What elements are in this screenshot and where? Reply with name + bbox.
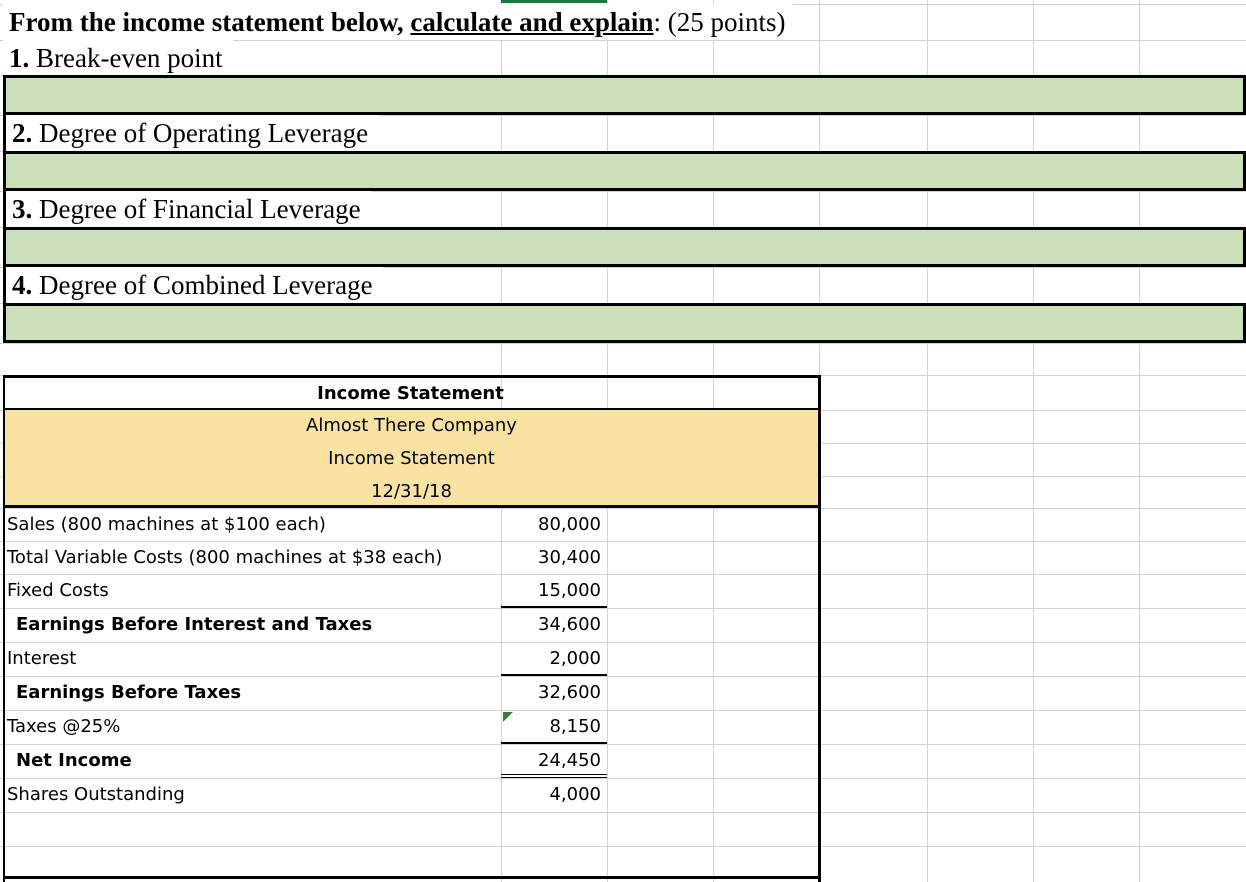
answer-cell-4[interactable] [3, 303, 1246, 343]
line-item-label[interactable]: Shares Outstanding [7, 784, 185, 805]
statement-box-title[interactable]: Income Statement [3, 378, 818, 410]
line-item-value[interactable]: 30,400 [538, 547, 601, 568]
answer-cell-1[interactable] [3, 75, 1246, 115]
line-item-value[interactable]: 34,600 [538, 614, 601, 635]
line-item-value[interactable]: 8,150 [501, 711, 607, 744]
question-2[interactable] [3, 115, 378, 151]
comment-indicator-icon[interactable] [503, 712, 513, 722]
column-gridline [927, 0, 928, 882]
question-1[interactable] [3, 40, 233, 75]
statement-subtitle[interactable]: Income Statement [328, 448, 495, 469]
question-text: Break-even point [36, 43, 223, 73]
prompt-intro: From the income statement below, [9, 7, 404, 37]
line-item-label[interactable]: Taxes @25% [7, 716, 121, 737]
line-item-label[interactable]: Earnings Before Taxes [16, 682, 242, 703]
line-item-value[interactable]: 80,000 [538, 514, 601, 535]
statement-bottom-border [3, 876, 821, 879]
company-name[interactable]: Almost There Company [306, 415, 517, 436]
question-text: Degree of Combined Leverage [39, 270, 373, 300]
column-gridline [1033, 0, 1034, 882]
line-item-label[interactable]: Fixed Costs [7, 580, 109, 601]
line-item-label[interactable]: Total Variable Costs (800 machines at $38 each) [7, 547, 443, 568]
question-3[interactable] [3, 191, 371, 227]
row-gridline [0, 343, 1246, 344]
line-item-label[interactable]: Sales (800 machines at $100 each) [7, 514, 326, 535]
question-number: 1. [9, 43, 30, 73]
answer-cell-2[interactable] [3, 151, 1246, 191]
line-item-value[interactable]: 2,000 [501, 643, 607, 676]
line-item-value[interactable]: 24,450 [501, 745, 607, 778]
prompt-colon: : [653, 7, 661, 37]
column-gridline [1139, 0, 1140, 882]
statement-date[interactable]: 12/31/18 [371, 481, 452, 502]
question-text: Degree of Operating Leverage [39, 118, 369, 148]
answer-cell-3[interactable] [3, 227, 1246, 267]
question-number: 2. [12, 118, 33, 148]
prompt-line[interactable] [3, 4, 793, 40]
prompt-task: calculate and explain [410, 7, 654, 37]
selection-accent [501, 0, 607, 3]
line-item-label[interactable]: Net Income [16, 750, 132, 771]
prompt-points: (25 points) [667, 7, 786, 37]
question-4[interactable] [3, 267, 383, 303]
line-item-value[interactable]: 4,000 [549, 784, 601, 805]
line-item-label[interactable]: Earnings Before Interest and Taxes [16, 614, 373, 635]
question-number: 4. [12, 270, 33, 300]
line-item-value[interactable]: 15,000 [501, 575, 607, 608]
line-item-value[interactable]: 32,600 [538, 682, 601, 703]
line-item-label[interactable]: Interest [7, 648, 77, 669]
question-number: 3. [12, 194, 33, 224]
question-text: Degree of Financial Leverage [39, 194, 361, 224]
